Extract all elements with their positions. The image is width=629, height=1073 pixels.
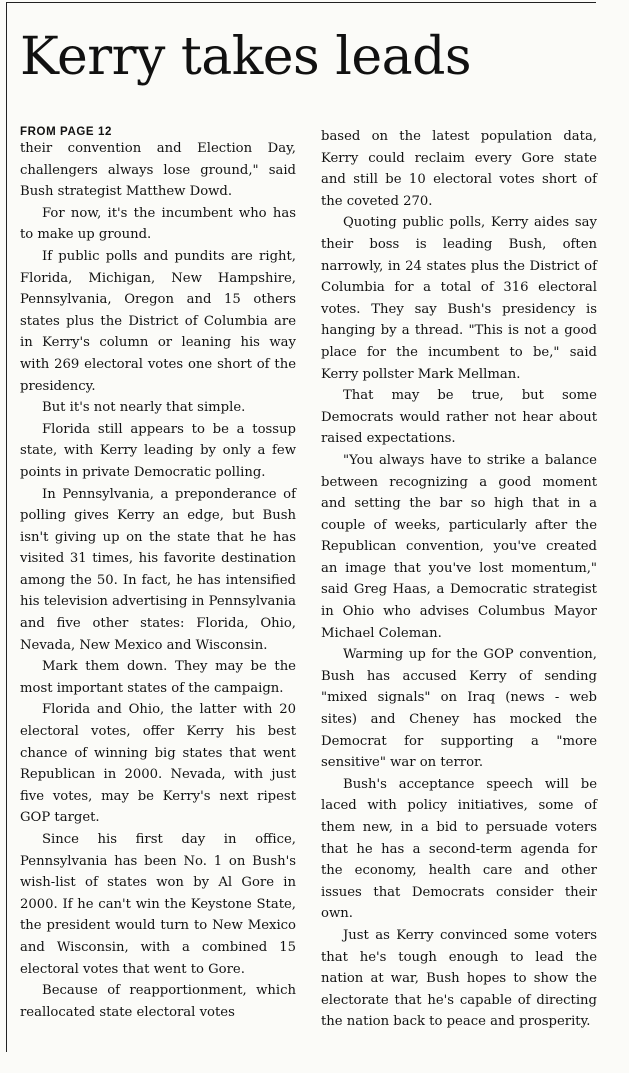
right-column: [321, 126, 597, 1033]
left-paragraph: Florida and Ohio, the latter with 20 electoral votes, offer Kerry his best chance of winning big states that went Republican in 2000. Nevada, with just five votes, may be Kerry's next ripest GOP target.: [20, 702, 296, 826]
top-border-rule: [6, 2, 596, 3]
right-paragraph: Bush's acceptance speech will be laced with policy initiatives, some of them new, in a bid to persuade voters that he has a second-term agenda for the economy, health care and other issues that Democrats consider their own.: [321, 776, 597, 922]
left-paragraph: Florida still appears to be a tossup state, with Kerry leading by only a few points in private Democratic polling.: [20, 421, 296, 480]
right-paragraph: That may be true, but some Democrats would rather not hear about raised expectations.: [321, 388, 597, 447]
left-paragraph: But it's not nearly that simple.: [42, 400, 246, 416]
left-paragraph: In Pennsylvania, a preponderance of polling gives Kerry an edge, but Bush isn't giving up on the state that he has visited 31 times, his favorite destination among the 50. In fact, he has intensified his television advertising in Pennsylvania and five other states: Florida, Ohio, Nevada, New Mexico and Wisconsin.: [20, 486, 296, 653]
right-paragraph: based on the latest population data, Kerry could reclaim every Gore state and still be 10 electoral votes short of the coveted 270.: [321, 129, 597, 209]
right-paragraph: "You always have to strike a balance between recognizing a good moment and setting the bar so high that in a couple of weeks, particularly after the Republican convention, you've created an image that you've lost momentum," said Greg Haas, a Democratic strategist in Ohio who advises Columbus Mayor Michael Coleman.: [321, 452, 597, 641]
left-paragraph: If public polls and pundits are right, Florida, Michigan, New Hampshire, Pennsylvania, Oregon and 15 others states plus the District of Columbia are in Kerry's column or leaning his way with 269 electoral votes one short of the presidency.: [20, 248, 296, 394]
jump-label: FROM PAGE 12: [20, 126, 112, 138]
headline: Kerry takes leads: [20, 27, 472, 87]
left-paragraph: Since his first day in office, Pennsylvania has been No. 1 on Bush's wish-list of states won by Al Gore in 2000. If he can't win the Keystone State, the president would turn to New Mexico and Wisconsin, with a combined 15 electoral votes that went to Gore.: [20, 832, 296, 977]
right-paragraph: Quoting public polls, Kerry aides say their boss is leading Bush, often narrowly, in 24 states plus the District of Columbia for a total of 316 electoral votes. They say Bush's presidency is hanging by a thread. "This is not a good place for the incumbent to be," said Kerry pollster Mark Mellman.: [321, 215, 597, 382]
left-paragraph: Mark them down. They may be the most important states of the campaign.: [20, 659, 296, 696]
left-border-rule: [6, 2, 7, 1052]
left-column: [20, 126, 296, 1023]
left-paragraph: their convention and Election Day, challengers always lose ground," said Bush strategist Matthew Dowd.: [20, 141, 296, 200]
right-paragraph: Just as Kerry convinced some voters that he's tough enough to lead the nation at war, Bush hopes to show the electorate that he's capable of directing the nation back to peace and prosperity.: [321, 927, 597, 1030]
left-paragraph: Because of reapportionment, which reallocated state electoral votes: [20, 983, 296, 1020]
right-paragraph: Warming up for the GOP convention, Bush has accused Kerry of sending "mixed signals" on Iraq (news - web sites) and Cheney has mocked the Democrat for supporting a "more sensitive" war on terror.: [321, 647, 597, 771]
left-paragraph: For now, it's the incumbent who has to make up ground.: [20, 205, 296, 243]
